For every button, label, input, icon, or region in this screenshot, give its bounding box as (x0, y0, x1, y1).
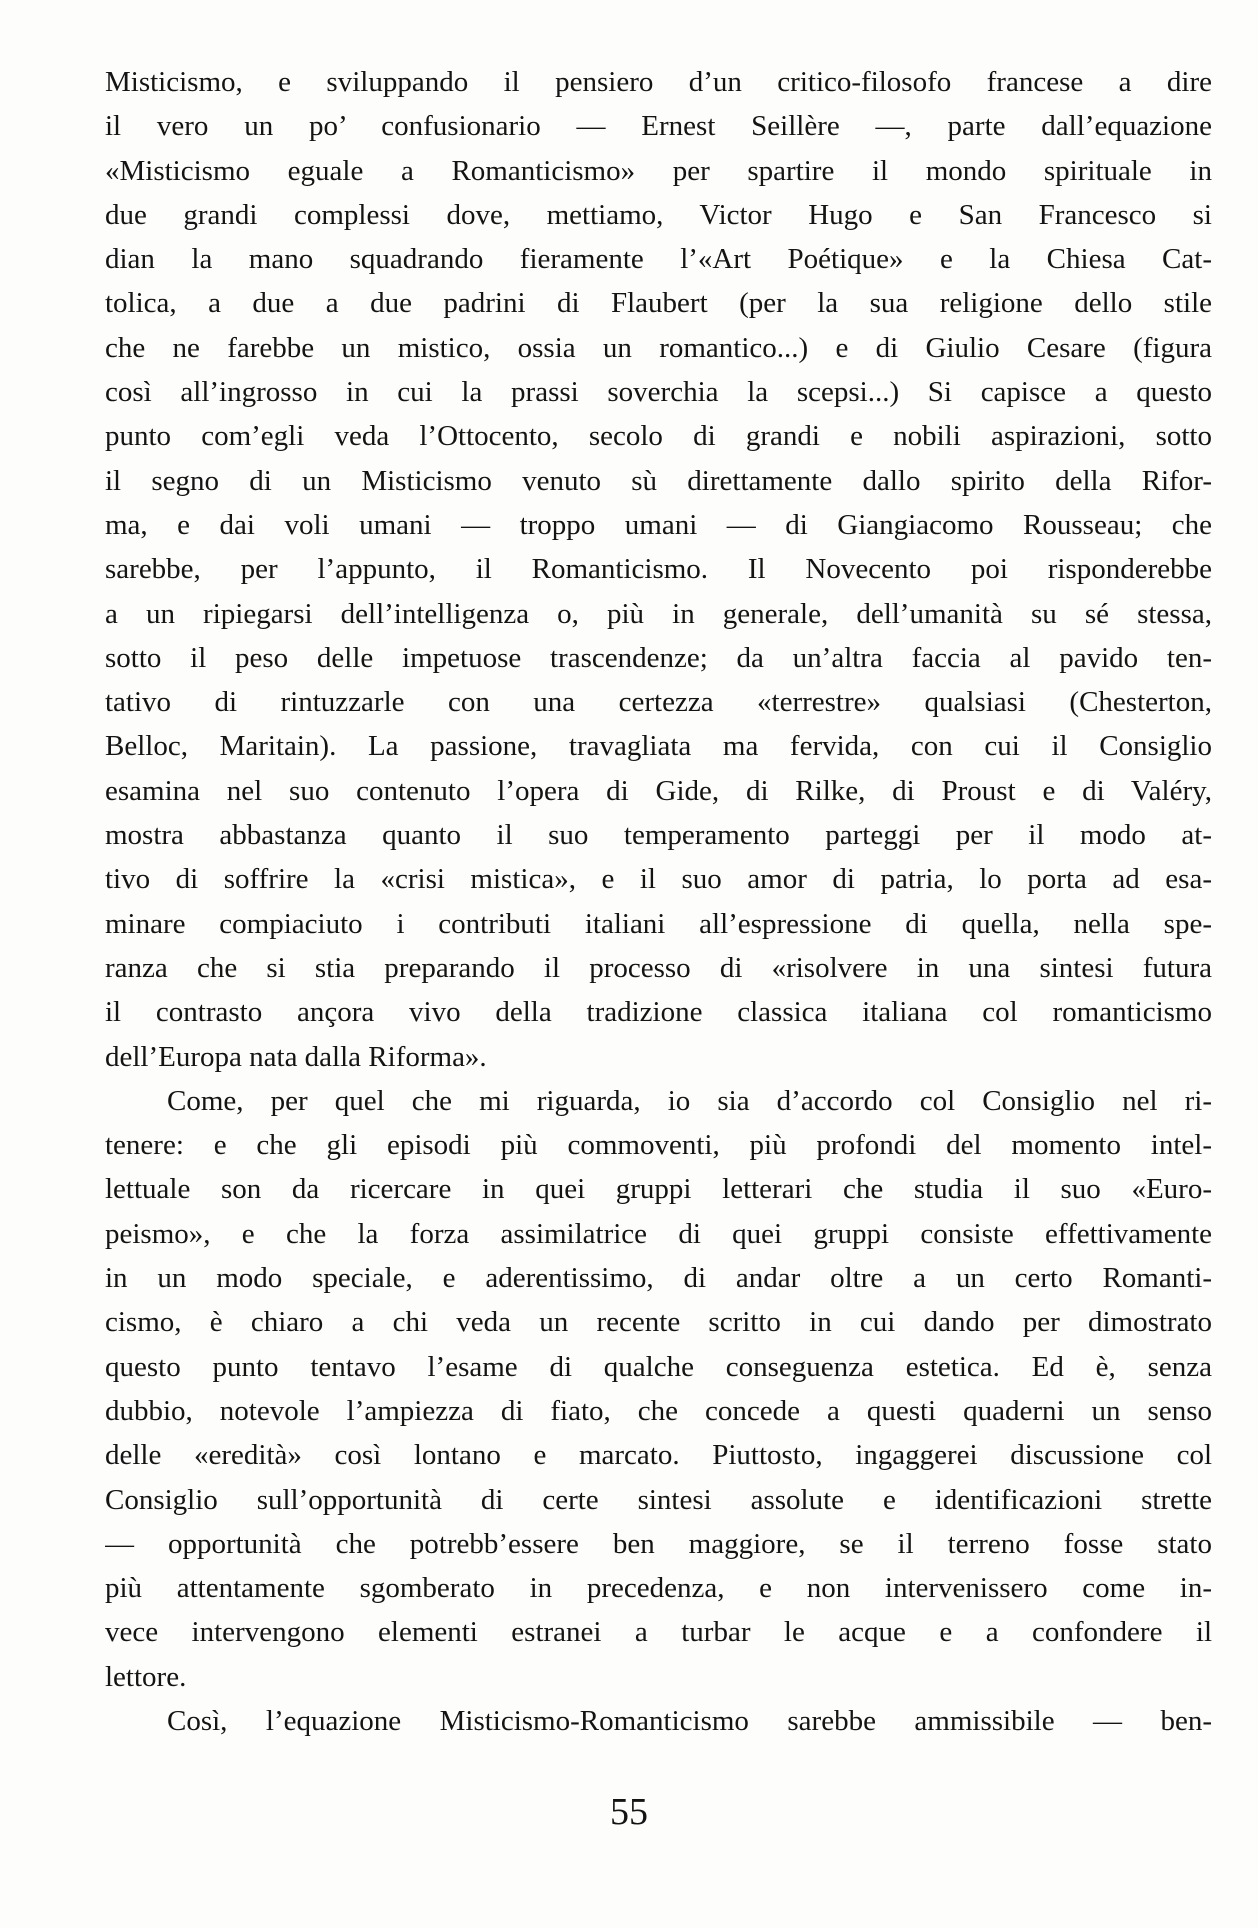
text-line: punto com’egli veda l’Ottocento, secolo di grandi e nobili aspirazioni, sotto (105, 420, 1212, 453)
text-line: tativo di rintuzzarle con una certezza «terrestre» qualsiasi (Chesterton, (105, 686, 1212, 719)
text-line: che ne farebbe un mistico, ossia un romantico...) e di Giulio Cesare (figura (105, 331, 1212, 364)
text-line: dubbio, notevole l’ampiezza di fiato, che concede a questi quaderni un senso (105, 1394, 1212, 1427)
text-line: cismo, è chiaro a chi veda un recente scritto in cui dando per dimostrato (105, 1306, 1212, 1339)
text-line: vece intervengono elementi estranei a turbar le acque e a confondere il (105, 1616, 1212, 1649)
text-line: minare compiaciuto i contributi italiani all’espressione di quella, nella spe- (105, 907, 1212, 940)
text-line: tivo di soffrire la «crisi mistica», e il suo amor di patria, lo porta ad esa- (105, 863, 1212, 896)
text-line: Consiglio sull’opportunità di certe sintesi assolute e identificazioni strette (105, 1483, 1212, 1516)
text-line: questo punto tentavo l’esame di qualche conseguenza estetica. Ed è, senza (105, 1350, 1212, 1383)
text-line: «Misticismo eguale a Romanticismo» per spartire il mondo spirituale in (105, 154, 1212, 187)
body-text (105, 60, 1212, 1743)
paragraph-start-line: Come, per quel che mi riguarda, io sia d’accordo col Consiglio nel ri- (167, 1084, 1212, 1117)
page-number: 55 (610, 1791, 648, 1833)
paragraph-end-line: lettore. (105, 1660, 187, 1693)
text-line: ranza che si stia preparando il processo di «risolvere in una sintesi futura (105, 951, 1212, 984)
text-line: in un modo speciale, e aderentissimo, di andar oltre a un certo Romanti- (105, 1262, 1212, 1295)
paragraph-start-line: Così, l’equazione Misticismo-Romanticismo sarebbe ammissibile — ben- (167, 1704, 1212, 1737)
text-line: tenere: e che gli episodi più commoventi, più profondi del momento intel- (105, 1129, 1212, 1162)
text-line: sarebbe, per l’appunto, il Romanticismo. Il Novecento poi risponderebbe (105, 553, 1212, 586)
text-line: due grandi complessi dove, mettiamo, Victor Hugo e San Francesco si (105, 198, 1212, 231)
text-line: sotto il peso delle impetuose trascendenze; da un’altra faccia al pavido ten- (105, 641, 1212, 674)
text-line: a un ripiegarsi dell’intelligenza o, più in generale, dell’umanità su sé stessa, (105, 597, 1212, 630)
text-line: ma, e dai voli umani — troppo umani — di Giangiacomo Rousseau; che (105, 508, 1212, 541)
text-line: Misticismo, e sviluppando il pensiero d’un critico-filosofo francese a dire (105, 66, 1212, 98)
text-line: il contrasto ançora vivo della tradizione classica italiana col romanticismo (105, 996, 1212, 1029)
text-line: il segno di un Misticismo venuto sù direttamente dallo spirito della Rifor- (105, 464, 1212, 497)
text-line: dian la mano squadrando fieramente l’«Art Poétique» e la Chiesa Cat- (105, 243, 1212, 276)
text-line: esamina nel suo contenuto l’opera di Gide, di Rilke, di Proust e di Valéry, (105, 774, 1212, 807)
text-line: così all’ingrosso in cui la prassi soverchia la scepsi...) Si capisce a questo (105, 376, 1212, 409)
text-line: mostra abbastanza quanto il suo temperamento parteggi per il modo at- (105, 819, 1212, 852)
paragraph-end-line: dell’Europa nata dalla Riforma». (105, 1040, 487, 1073)
text-line: più attentamente sgomberato in precedenza, e non intervenissero come in- (105, 1572, 1212, 1605)
text-line: lettuale son da ricercare in quei gruppi letterari che studia il suo «Euro- (105, 1173, 1212, 1206)
text-line: Belloc, Maritain). La passione, travagliata ma fervida, con cui il Consiglio (105, 730, 1212, 763)
text-line: tolica, a due a due padrini di Flaubert (per la sua religione dello stile (105, 287, 1212, 320)
text-line: peismo», e che la forza assimilatrice di quei gruppi consiste effettivamente (105, 1217, 1212, 1250)
text-line: il vero un po’ confusionario — Ernest Seillère —, parte dall’equazione (105, 110, 1212, 143)
text-line: delle «eredità» così lontano e marcato. Piuttosto, ingaggerei discussione col (105, 1439, 1212, 1472)
text-line: — opportunità che potrebb’essere ben maggiore, se il terreno fosse stato (105, 1527, 1212, 1560)
